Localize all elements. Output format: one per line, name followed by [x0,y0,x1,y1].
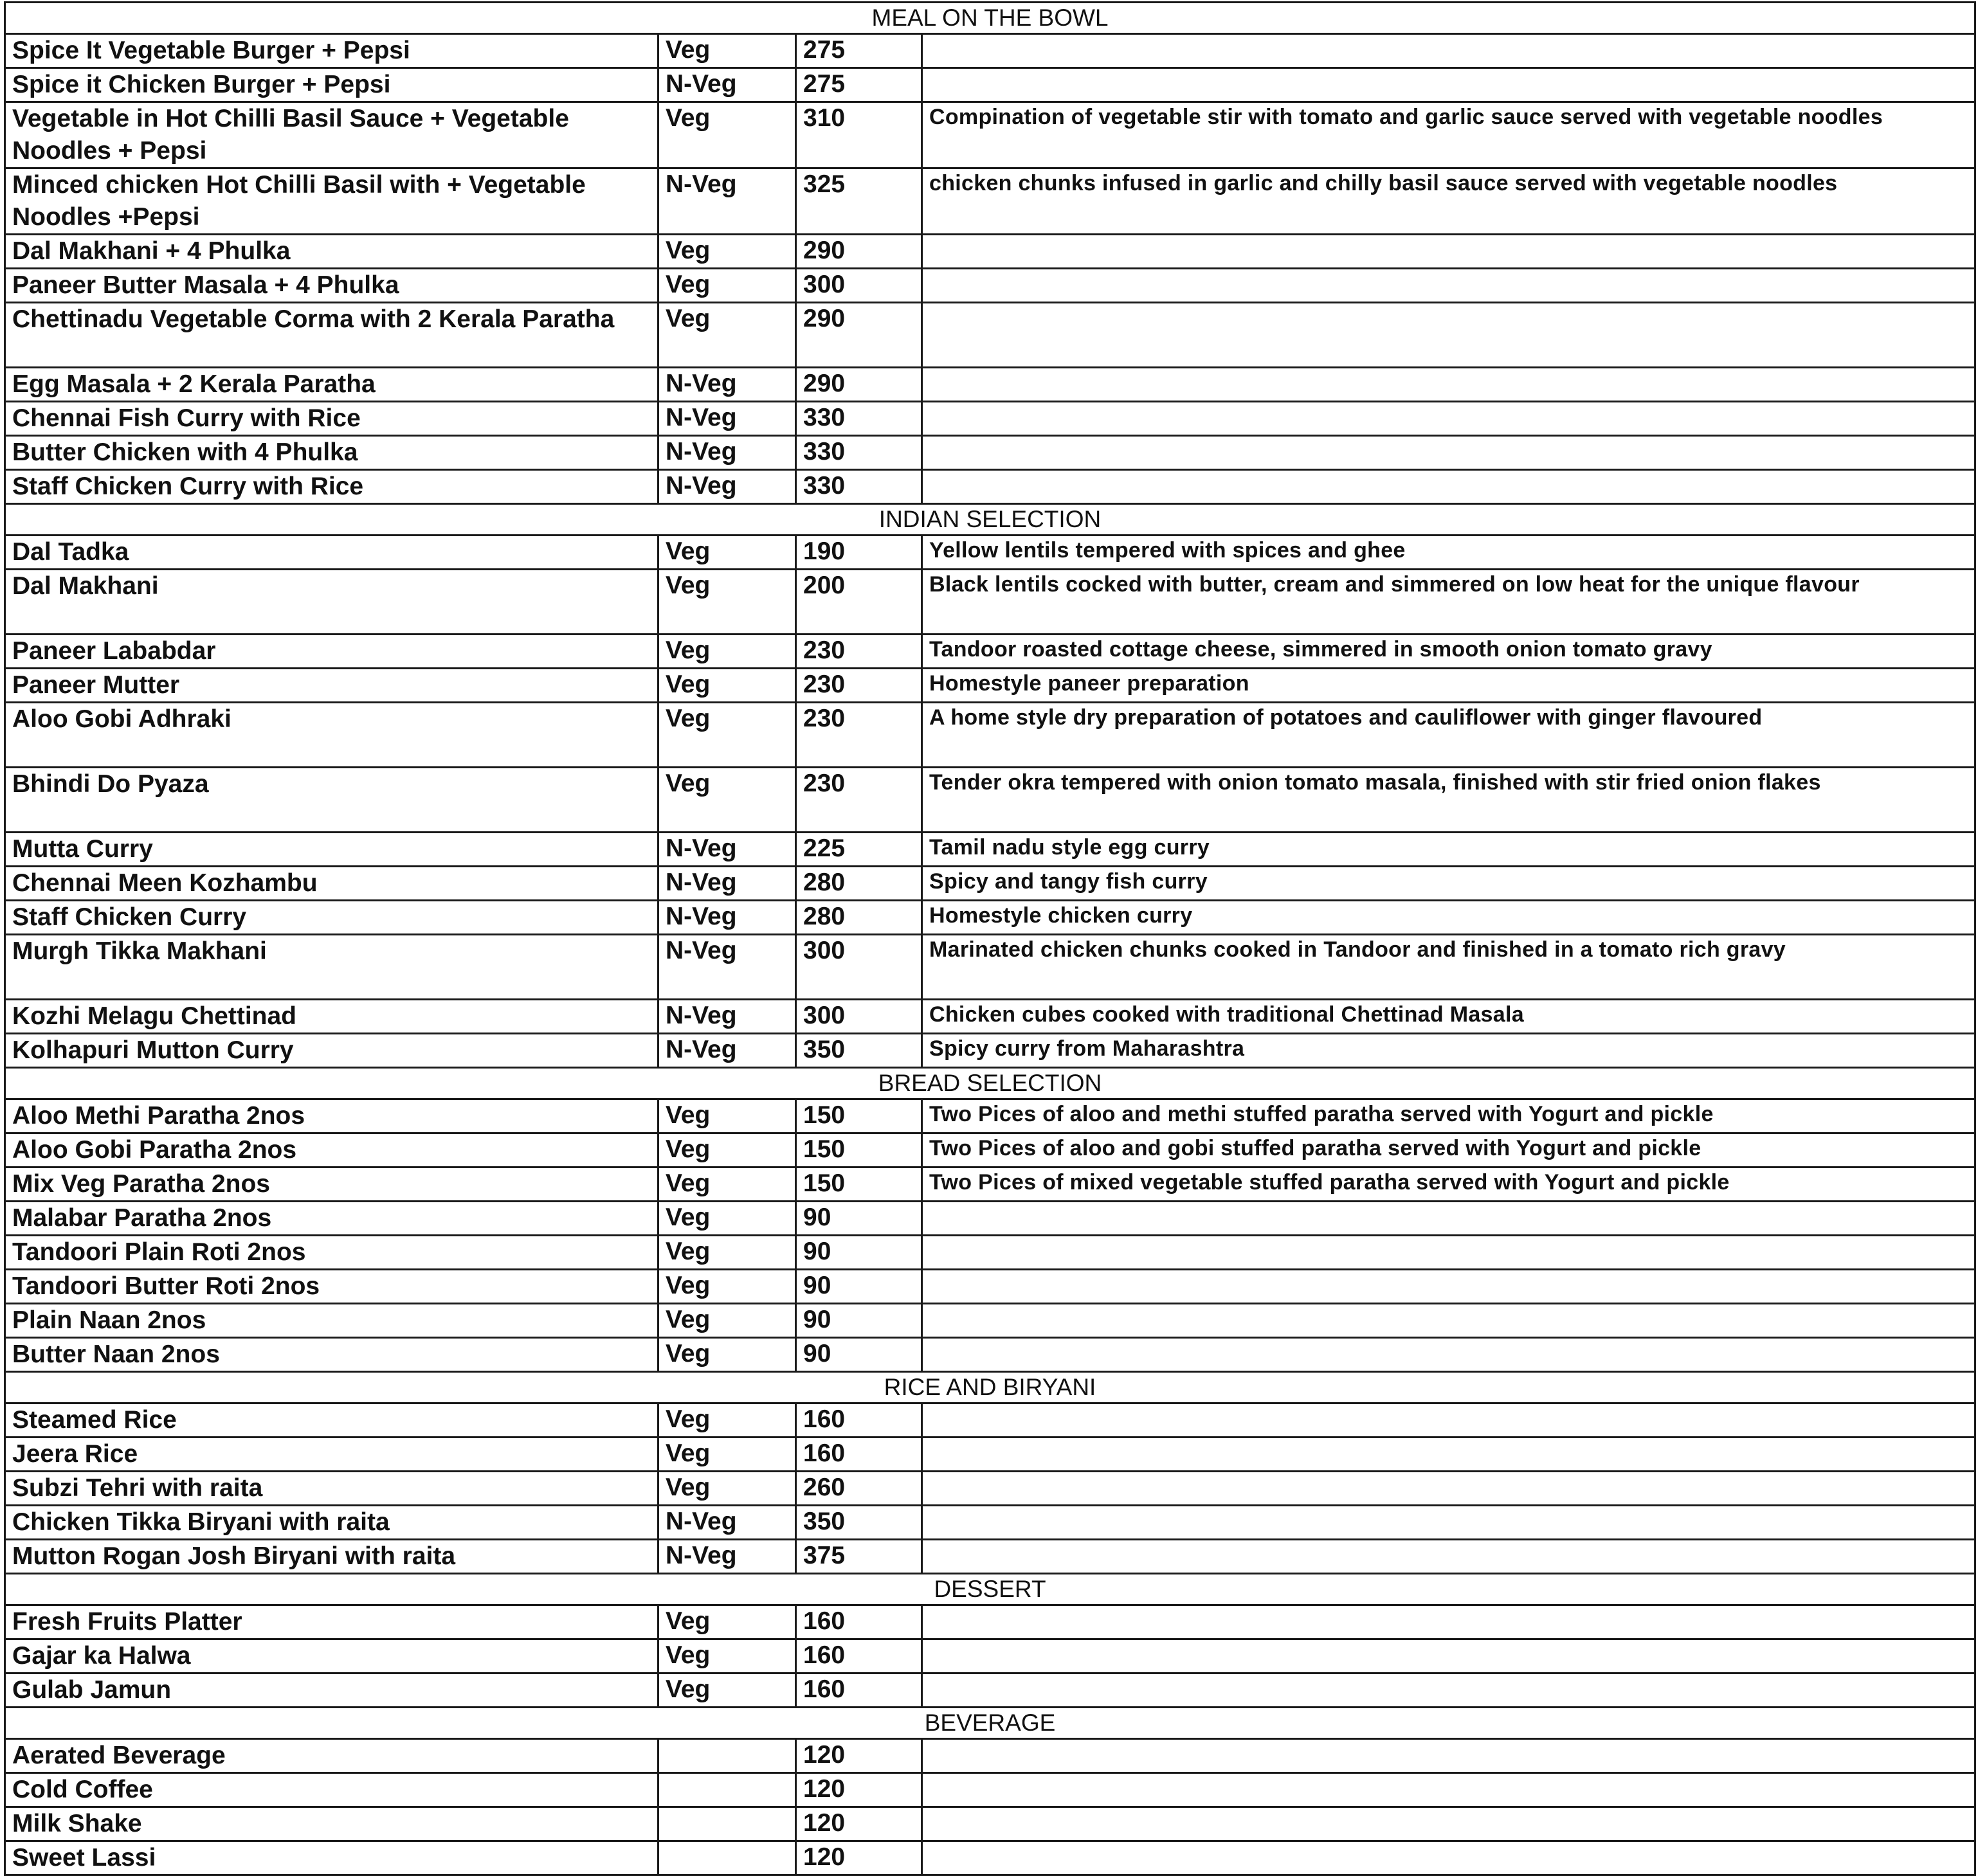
menu-item-row [5,536,1975,570]
item-type: N-Veg [658,1034,796,1068]
item-description: chicken chunks infused in garlic and chilly basil sauce served with vegetable noodles [922,168,1975,235]
menu-item-row [5,303,1975,368]
item-description: Marinated chicken chunks cooked in Tandoor and finished in a tomato rich gravy [922,935,1975,1000]
item-description [922,1673,1975,1708]
item-type: Veg [658,1304,796,1338]
item-name: Minced chicken Hot Chilli Basil with + Vegetable Noodles +Pepsi [5,168,658,235]
menu-item-row [5,1236,1975,1270]
item-type: Veg [658,102,796,168]
item-name: Jeera Rice [5,1438,658,1472]
item-price: 120 [796,1841,922,1875]
item-type: N-Veg [658,1000,796,1034]
item-type: N-Veg [658,867,796,901]
item-name: Staff Chicken Curry [5,901,658,935]
item-name: Chennai Meen Kozhambu [5,867,658,901]
item-type: Veg [658,235,796,269]
menu-item-row [5,935,1975,1000]
item-type: Veg [658,536,796,570]
item-price: 280 [796,901,922,935]
menu-item-row [5,1472,1975,1506]
section-header-row [5,1068,1975,1099]
item-name: Subzi Tehri with raita [5,1472,658,1506]
item-type [658,1773,796,1807]
menu-item-row [5,1202,1975,1236]
item-type: Veg [658,1438,796,1472]
item-name: Mutta Curry [5,833,658,867]
item-description: Two Pices of mixed vegetable stuffed paratha served with Yogurt and pickle [922,1168,1975,1202]
item-name: Bhindi Do Pyaza [5,768,658,833]
item-name: Chennai Fish Curry with Rice [5,402,658,436]
item-price: 230 [796,635,922,669]
item-name: Malabar Paratha 2nos [5,1202,658,1236]
menu-item-row [5,368,1975,402]
item-price: 330 [796,470,922,504]
item-price: 280 [796,867,922,901]
menu-item-row [5,570,1975,635]
item-description [922,402,1975,436]
menu-item-row [5,1673,1975,1708]
item-type: N-Veg [658,168,796,235]
item-price: 350 [796,1506,922,1540]
item-price: 330 [796,436,922,470]
menu-item-row [5,1605,1975,1639]
item-price: 160 [796,1639,922,1673]
item-name: Egg Masala + 2 Kerala Paratha [5,368,658,402]
item-price: 290 [796,303,922,368]
item-name: Butter Chicken with 4 Phulka [5,436,658,470]
menu-item-row [5,703,1975,768]
item-description: Homestyle chicken curry [922,901,1975,935]
menu-item-row [5,1304,1975,1338]
item-type: Veg [658,635,796,669]
item-name: Chicken Tikka Biryani with raita [5,1506,658,1540]
menu-item-row [5,1099,1975,1133]
item-type: Veg [658,1605,796,1639]
item-price: 325 [796,168,922,235]
item-type: N-Veg [658,833,796,867]
item-type: Veg [658,1236,796,1270]
menu-item-row [5,1133,1975,1168]
item-description [922,1438,1975,1472]
section-title: BREAD SELECTION [5,1068,1975,1099]
item-name: Tandoori Butter Roti 2nos [5,1270,658,1304]
item-description: Tamil nadu style egg curry [922,833,1975,867]
item-type: Veg [658,1639,796,1673]
item-description [922,436,1975,470]
item-price: 150 [796,1168,922,1202]
item-description [922,1807,1975,1841]
item-description [922,1739,1975,1773]
item-name: Dal Tadka [5,536,658,570]
item-description [922,34,1975,68]
item-description [922,1236,1975,1270]
item-price: 120 [796,1807,922,1841]
item-price: 300 [796,269,922,303]
menu-item-row [5,402,1975,436]
menu-item-row [5,1270,1975,1304]
item-type: Veg [658,303,796,368]
item-price: 310 [796,102,922,168]
item-type: Veg [658,570,796,635]
item-description [922,303,1975,368]
item-description: A home style dry preparation of potatoes and cauliflower with ginger flavoured [922,703,1975,768]
menu-item-row [5,1338,1975,1372]
item-description [922,1605,1975,1639]
item-name: Kolhapuri Mutton Curry [5,1034,658,1068]
item-type: Veg [658,669,796,703]
section-header-row [5,504,1975,536]
item-type: Veg [658,1133,796,1168]
menu-item-row [5,1639,1975,1673]
item-name: Aerated Beverage [5,1739,658,1773]
item-description [922,1639,1975,1673]
item-price: 160 [796,1403,922,1438]
menu-item-row [5,901,1975,935]
item-name: Paneer Mutter [5,669,658,703]
menu-item-row [5,235,1975,269]
item-description: Yellow lentils tempered with spices and ghee [922,536,1975,570]
menu-item-row [5,768,1975,833]
item-price: 150 [796,1099,922,1133]
item-name: Mix Veg Paratha 2nos [5,1168,658,1202]
item-name: Butter Naan 2nos [5,1338,658,1372]
menu-item-row [5,470,1975,504]
item-description: Homestyle paneer preparation [922,669,1975,703]
item-description [922,470,1975,504]
item-description [922,269,1975,303]
menu-item-row [5,1000,1975,1034]
menu-item-row [5,1438,1975,1472]
item-name: Paneer Butter Masala + 4 Phulka [5,269,658,303]
item-description: Compination of vegetable stir with tomato and garlic sauce served with vegetable noodles [922,102,1975,168]
item-type: Veg [658,1168,796,1202]
item-description [922,1304,1975,1338]
item-type: Veg [658,1472,796,1506]
item-description [922,1506,1975,1540]
item-description [922,1472,1975,1506]
item-type: Veg [658,1403,796,1438]
item-name: Fresh Fruits Platter [5,1605,658,1639]
item-name: Aloo Gobi Paratha 2nos [5,1133,658,1168]
item-price: 120 [796,1739,922,1773]
item-name: Milk Shake [5,1807,658,1841]
menu-item-row [5,102,1975,168]
item-price: 90 [796,1304,922,1338]
item-name: Plain Naan 2nos [5,1304,658,1338]
item-price: 190 [796,536,922,570]
item-name: Dal Makhani + 4 Phulka [5,235,658,269]
menu-item-row [5,168,1975,235]
item-type: Veg [658,1673,796,1708]
item-price: 160 [796,1438,922,1472]
menu-item-row [5,68,1975,102]
section-header-row [5,3,1975,34]
item-name: Paneer Lababdar [5,635,658,669]
item-type: Veg [658,703,796,768]
item-name: Dal Makhani [5,570,658,635]
item-description [922,1773,1975,1807]
menu-item-row [5,635,1975,669]
item-price: 290 [796,368,922,402]
menu-item-row [5,34,1975,68]
item-name: Spice it Chicken Burger + Pepsi [5,68,658,102]
item-description: Spicy curry from Maharashtra [922,1034,1975,1068]
menu-item-row [5,867,1975,901]
item-name: Gajar ka Halwa [5,1639,658,1673]
menu-item-row [5,1773,1975,1807]
item-price: 160 [796,1605,922,1639]
item-price: 120 [796,1773,922,1807]
menu-table [4,1,1976,1876]
item-description [922,68,1975,102]
section-title: RICE AND BIRYANI [5,1372,1975,1403]
item-name: Mutton Rogan Josh Biryani with raita [5,1540,658,1574]
item-name: Chettinadu Vegetable Corma with 2 Kerala Paratha [5,303,658,368]
menu-item-row [5,1506,1975,1540]
item-description [922,1202,1975,1236]
item-name: Spice It Vegetable Burger + Pepsi [5,34,658,68]
item-type [658,1841,796,1875]
item-price: 160 [796,1673,922,1708]
item-description [922,235,1975,269]
item-type: Veg [658,768,796,833]
menu-item-row [5,1540,1975,1574]
item-description [922,1540,1975,1574]
item-price: 300 [796,1000,922,1034]
item-type: N-Veg [658,470,796,504]
item-price: 90 [796,1236,922,1270]
menu-body [5,3,1975,1875]
item-description: Spicy and tangy fish curry [922,867,1975,901]
menu-item-row [5,669,1975,703]
item-type: N-Veg [658,901,796,935]
item-price: 90 [796,1270,922,1304]
item-price: 290 [796,235,922,269]
item-price: 275 [796,34,922,68]
item-type: N-Veg [658,68,796,102]
item-type: N-Veg [658,1506,796,1540]
item-description [922,368,1975,402]
item-description [922,1270,1975,1304]
menu-item-row [5,436,1975,470]
item-type: N-Veg [658,402,796,436]
menu-item-row [5,269,1975,303]
item-name: Aloo Methi Paratha 2nos [5,1099,658,1133]
item-price: 150 [796,1133,922,1168]
item-price: 300 [796,935,922,1000]
item-price: 330 [796,402,922,436]
section-title: INDIAN SELECTION [5,504,1975,536]
item-description: Black lentils cocked with butter, cream and simmered on low heat for the unique flavour [922,570,1975,635]
item-type: Veg [658,1099,796,1133]
item-price: 230 [796,703,922,768]
item-price: 230 [796,669,922,703]
item-price: 375 [796,1540,922,1574]
menu-item-row [5,1168,1975,1202]
menu-item-row [5,1841,1975,1875]
item-price: 275 [796,68,922,102]
item-description [922,1338,1975,1372]
item-price: 230 [796,768,922,833]
item-price: 200 [796,570,922,635]
item-type [658,1807,796,1841]
item-type: N-Veg [658,436,796,470]
section-title: BEVERAGE [5,1708,1975,1739]
menu-item-row [5,1034,1975,1068]
item-price: 260 [796,1472,922,1506]
item-name: Kozhi Melagu Chettinad [5,1000,658,1034]
item-price: 90 [796,1202,922,1236]
item-type: N-Veg [658,935,796,1000]
item-name: Murgh Tikka Makhani [5,935,658,1000]
item-type: Veg [658,1338,796,1372]
item-name: Vegetable in Hot Chilli Basil Sauce + Vegetable Noodles + Pepsi [5,102,658,168]
item-name: Steamed Rice [5,1403,658,1438]
item-type: Veg [658,34,796,68]
item-description: Two Pices of aloo and methi stuffed paratha served with Yogurt and pickle [922,1099,1975,1133]
item-type: Veg [658,1270,796,1304]
item-price: 225 [796,833,922,867]
item-price: 90 [796,1338,922,1372]
item-description: Two Pices of aloo and gobi stuffed paratha served with Yogurt and pickle [922,1133,1975,1168]
item-type: N-Veg [658,1540,796,1574]
section-title: MEAL ON THE BOWL [5,3,1975,34]
menu-item-row [5,833,1975,867]
item-name: Staff Chicken Curry with Rice [5,470,658,504]
item-type [658,1739,796,1773]
item-description [922,1841,1975,1875]
item-description: Chicken cubes cooked with traditional Chettinad Masala [922,1000,1975,1034]
section-header-row [5,1574,1975,1605]
menu-item-row [5,1807,1975,1841]
item-type: N-Veg [658,368,796,402]
section-header-row [5,1372,1975,1403]
item-name: Cold Coffee [5,1773,658,1807]
item-description [922,1403,1975,1438]
menu-item-row [5,1403,1975,1438]
item-description: Tender okra tempered with onion tomato masala, finished with stir fried onion flakes [922,768,1975,833]
item-name: Gulab Jamun [5,1673,658,1708]
item-name: Tandoori Plain Roti 2nos [5,1236,658,1270]
item-name: Aloo Gobi Adhraki [5,703,658,768]
item-type: Veg [658,269,796,303]
section-header-row [5,1708,1975,1739]
menu-item-row [5,1739,1975,1773]
section-title: DESSERT [5,1574,1975,1605]
item-name: Sweet Lassi [5,1841,658,1875]
item-price: 350 [796,1034,922,1068]
item-description: Tandoor roasted cottage cheese, simmered in smooth onion tomato gravy [922,635,1975,669]
item-type: Veg [658,1202,796,1236]
